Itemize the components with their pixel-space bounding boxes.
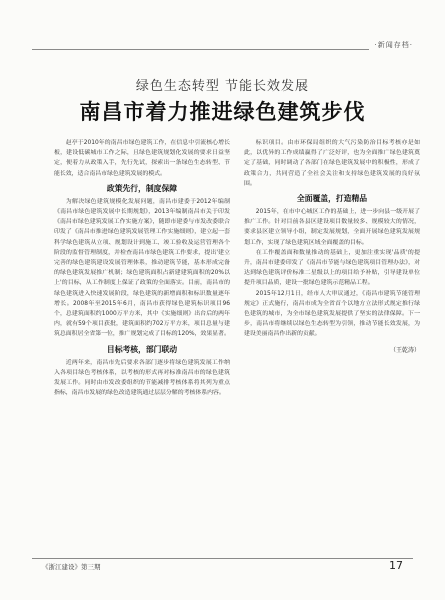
section-tag: ·新闻存档· <box>369 40 413 50</box>
author-byline: （王乾涛） <box>389 346 420 354</box>
paragraph: 2015年12月1日，经市人大审议通过，《南昌市建筑节能管理规定》正式施行，南昌市成为全省首个以地方立法形式规定推行绿色建筑的城市，为全市绿色建筑发展提供了坚实的法律保障。下一步，南昌市将继续以绿色生态转型为引领，推动节能长效发展，为建设美丽南昌作出新的贡献。 <box>244 290 420 338</box>
journal-name: 《浙江建设》第三期 <box>42 563 101 571</box>
paragraph: 赵亭于2010年的南昌市绿色建筑工作，在信息中引流核心增长板，建设低碳城市工作之际，且绿色建筑规划化发展的要求日益坚定，便着力从政策入手，先行先试，探索出一条绿色生态转型、节能长效，适合南昌市绿色建筑发展的模式。 <box>54 140 230 177</box>
paragraph: 2015年，在市中心城区工作的基础上，进一步向县一级开展了推广工作。针对目前各县区建设项目数量较多、规模较大的情况，要求县区建立领导小组，制定发展规划，全面开展绿色建筑发展规划工作，实现了绿色建筑区域全面覆盖的目标。 <box>244 209 420 246</box>
paragraph: 近两年来，南昌市先后要求各部门逐步将绿色建筑发展工作纳入各项目绿色考核体系，以考核的形式再对标准南昌市的绿色建筑发展工作。同时由市发改委组织的节能减排考核体系将其列为重点指标，南昌市发展的绿色改造建筑通过层层分解的考核体系内容。 <box>54 359 230 397</box>
paragraph: 标识项目。由市环保局组织的大气污染防治目标考核亦是如此，以优异的工作成绩赢得了广泛好评，也为全面推广绿色建筑奠定了基础，同时调动了各部门在绿色建筑发展中的积极性，形成了政策合力，共同营造了全社会关注和支持绿色建筑发展的良好氛围。 <box>244 140 420 187</box>
section-heading: 目标考核，部门联动 <box>106 344 178 354</box>
article-subtitle: 绿色生态转型 节能长效发展 <box>135 79 310 94</box>
page-number: 17 <box>389 559 403 572</box>
section-heading: 政策先行，制度保障 <box>106 183 178 193</box>
paragraph: 为解决绿色建筑规模化发展问题，南昌市建委于2012年编制《南昌市绿色建筑发展中长期规划》，2013年编制南昌市关于印发《南昌市绿色建筑发展工作实施方案》，随即市建委与市发改委联合印发了《南昌市推进绿色建筑发展管理工作实施细则》，建立起一套科学绿色建筑从立项、规划设计到施工、竣工验收及运营管理各个阶段的监督管理制度，并检查南昌市绿色建筑工作要求，提出'建立完善的绿色建筑建设发展管理体系，推动建筑节能，基本形成完备的绿色建筑发展推广机制；绿色建筑面积占新建建筑面积的20%以上'的目标，从工作制度上保证了政策的全面落实。目前，南昌市的绿色建筑进入快速发展阶段，绿色建筑的新增面积和标识数量逐年增长。2008年至2015年6月，南昌市获得绿色建筑标识项目96个，总建筑面积约1000万平方米，其中《实施细则》出台后的两年内，就有59个项目获批，建筑面积约702万平方米，项目总量与建筑总面积居全省第一位，推广规划完成了目标的120%，效果显著。 <box>54 198 230 338</box>
header-rule <box>32 49 413 50</box>
paragraph: 在工作覆盖面和数量推动的基础上，更加注重实现'品质'的提升，南昌市建委印发了《南昌市节能与绿色建筑项目管理办法》，对达到绿色建筑评价标准二星级以上的项目给予补贴，引导建设单位提升项目品质，建设一批绿色建筑示范精品工程。 <box>244 249 420 287</box>
right-column <box>244 138 420 356</box>
article-title: 南昌市着力推进绿色建筑步伐 <box>79 100 366 124</box>
section-heading: 全面覆盖，打造精品 <box>296 194 368 204</box>
footer-rule <box>32 558 413 559</box>
left-column <box>54 138 230 398</box>
